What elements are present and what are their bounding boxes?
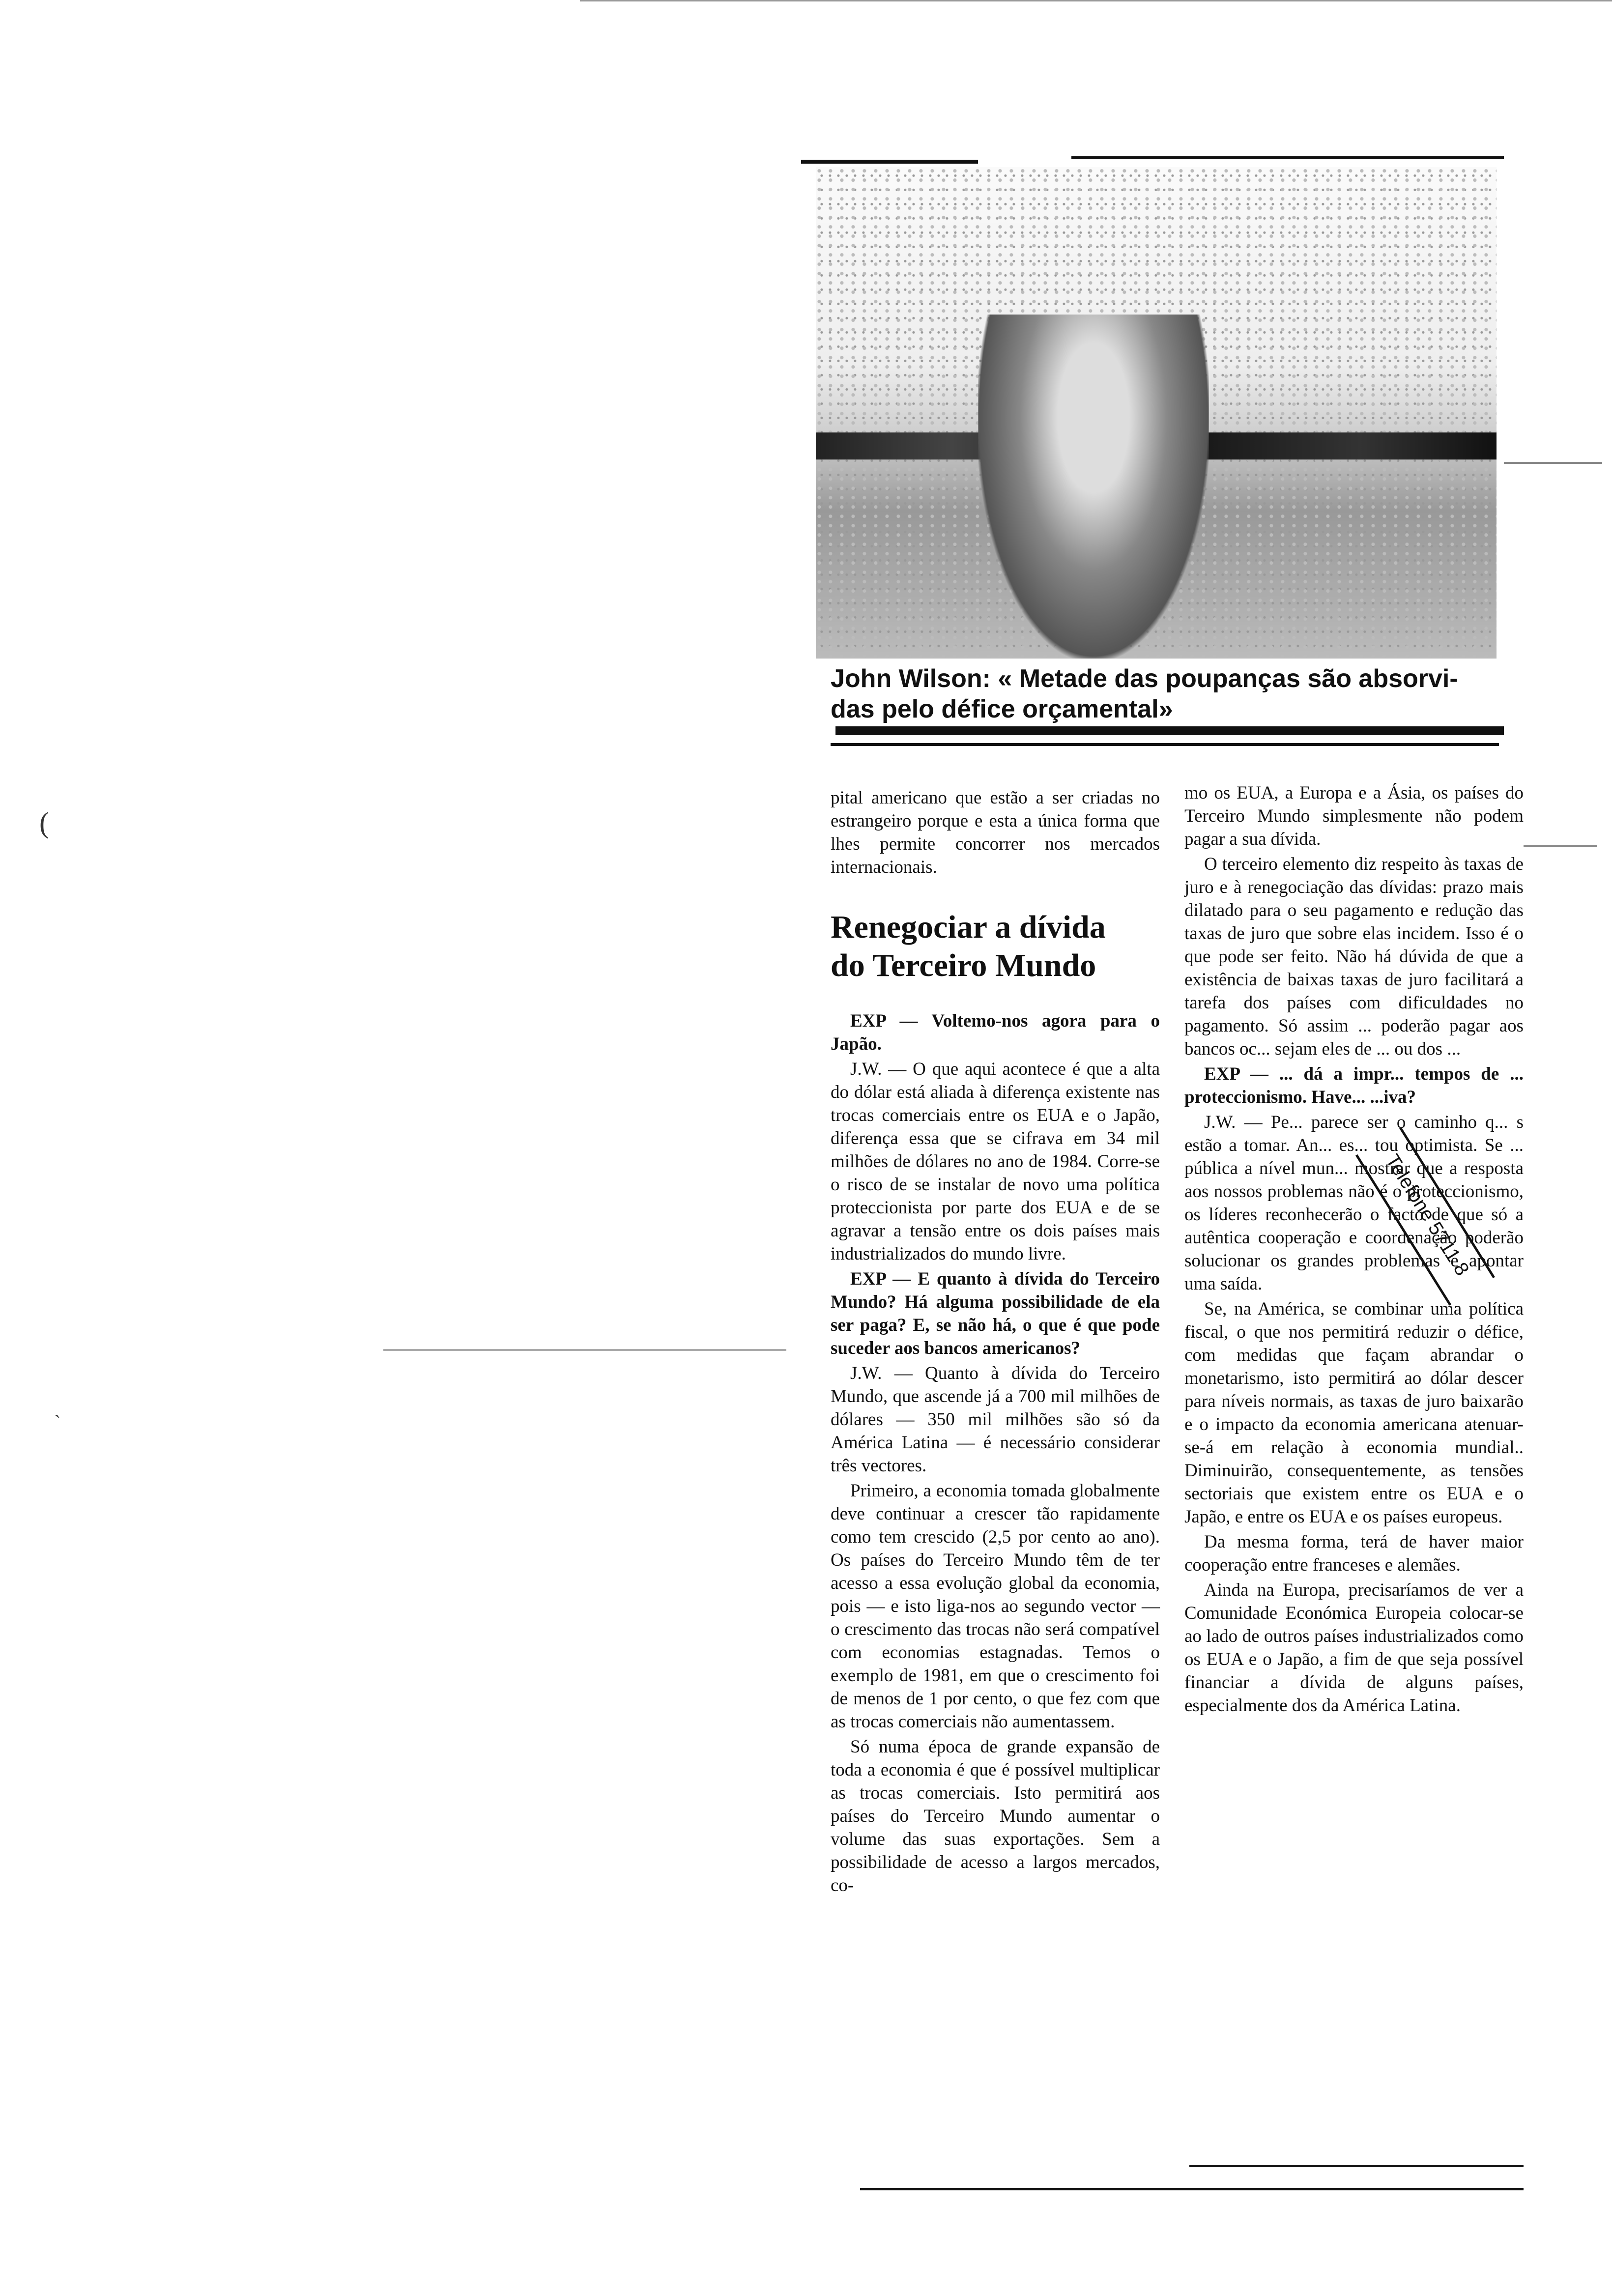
scan-mark: ` xyxy=(54,1411,61,1433)
scan-noise xyxy=(1524,845,1597,847)
interview-question: EXP — Voltemo-nos agora para o Japão. xyxy=(831,1011,1160,1054)
paragraph: mo os EUA, a Europa e a Ásia, os países do Terceiro Mundo simplesmente não podem pagar a sua dívida. xyxy=(1184,783,1524,849)
photo-john-wilson xyxy=(816,167,1497,659)
top-rule-left xyxy=(801,160,978,164)
scan-mark: ( xyxy=(39,806,49,839)
paragraph: J.W. — O que aqui acontece é que a alta do dólar está aliada à diferença existente nas trocas comerciais entre os EUA e o Japão, diferença essa que se cifrava em 34 mil milhões de dólares no ano de 1984. Corre-se o risco de se instalar de novo uma política proteccionista por parte dos EUA e de se agravar a tensão entre os dois países mais industrializados do mundo livre. xyxy=(831,1059,1160,1264)
scan-noise xyxy=(383,1349,786,1351)
paragraph: Só numa época de grande expansão de toda a economia é que é possível multiplicar as trocas comerciais. Isto permitirá aos países do Terceiro Mundo aumentar o volume das suas exportações. Sem a possibilidade de acesso a largos mercados, co- xyxy=(831,1737,1160,1895)
photo-figure xyxy=(978,315,1209,659)
interview-question: EXP — E quanto à dívida do Terceiro Mundo? Há alguma possibilidade de ela ser paga? E, se não há, o que é que pode suceder aos bancos americanos? xyxy=(831,1269,1160,1358)
caption-rule-thin xyxy=(831,743,1499,746)
heading-line-2: do Terceiro Mundo xyxy=(831,947,1096,983)
photo-caption xyxy=(831,663,1519,724)
section-heading xyxy=(831,908,1160,985)
scan-edge-line xyxy=(580,0,1612,1)
scan-noise xyxy=(1504,462,1602,464)
paragraph: J.W. — Pe... parece ser o caminho q... s estão a tomar. An... es... tou optimista. Se ... pública a nível mun... mostrar que a resposta aos nossos problemas não é o proteccionismo, os líderes reconhecerão o facto de que só a autêntica cooperação e coordenação poderão solucionar os grandes problemas e apontar uma saída. xyxy=(1184,1112,1524,1294)
paragraph: Se, na América, se combinar uma política fiscal, o que nos permitirá reduzir o défice, com medidas que façam abrandar o monetarismo, isto permitirá ao dólar descer para níveis normais, as taxas de juro baixarão e o impacto da economia americana atenuar-se-á em relação à economia mundial.. Diminuirão, consequentemente, as tensões sectoriais que existem entre os EUA e o Japão, e entre os EUA e os países europeus. xyxy=(1184,1299,1524,1527)
paragraph: Primeiro, a economia tomada globalmente deve continuar a crescer tão rapidamente como tem crescido (2,5 por cento ao ano). Os países do Terceiro Mundo têm de ter acesso a essa evolução global da economia, pois — e isto liga-nos ao segundo vector — o crescimento das trocas não será compatível com economias estagnadas. Temos o exemplo de 1981, em que o crescimento foi de menos de 1 por cento, o que fez com que as trocas comerciais não aumentassem. xyxy=(831,1481,1160,1732)
paragraph: J.W. — Quanto à dívida do Terceiro Mundo, que ascende já a 700 mil milhões de dólares — 350 mil milhões são só da América Latina — é necessário considerar três vectores. xyxy=(831,1363,1160,1476)
paragraph: Da mesma forma, terá de haver maior cooperação entre franceses e alemães. xyxy=(1184,1532,1524,1575)
telephone-stamp: Telefone 5711 8 xyxy=(1355,1127,1495,1306)
bottom-rule-right xyxy=(1189,2165,1524,2167)
paragraph: Ainda na Europa, precisaríamos de ver a Comunidade Económica Europeia colocar-se ao lado de outros países industrializados como os EUA e o Japão, a fim de que seja possível financiar a dívida de alguns países, especialmente dos da América Latina. xyxy=(1184,1580,1524,1716)
article-column-1 xyxy=(831,786,1160,1899)
top-rule-right xyxy=(1071,156,1504,159)
caption-line-2: das pelo défice orçamental» xyxy=(831,695,1173,723)
paragraph: O terceiro elemento diz respeito às taxas de juro e à renegociação das dívidas: prazo mais dilatado para o seu pagamento e redução das taxas de juro que sobre elas incidem. Isso é o que pode ser feito. Não há dúvida de que a existência de baixas taxas de juro facilitará a tarefa dos países com dificuldades no pagamento. Só assim ... poderão pagar aos bancos oc... sejam eles de ... ou dos ... xyxy=(1184,854,1524,1059)
caption-line-1: John Wilson: « Metade das poupanças são absorvi- xyxy=(831,664,1458,693)
heading-line-1: Renegociar a dívida xyxy=(831,909,1106,945)
paragraph: pital americano que estão a ser criadas no estrangeiro porque e esta a única forma que lhes permite concorrer nos mercados internacionais. xyxy=(831,788,1160,877)
interview-question: EXP — ... dá a impr... tempos de ... proteccionismo. Have... ...iva? xyxy=(1184,1064,1524,1107)
caption-rule-thick xyxy=(835,726,1504,735)
bottom-rule xyxy=(860,2188,1524,2190)
